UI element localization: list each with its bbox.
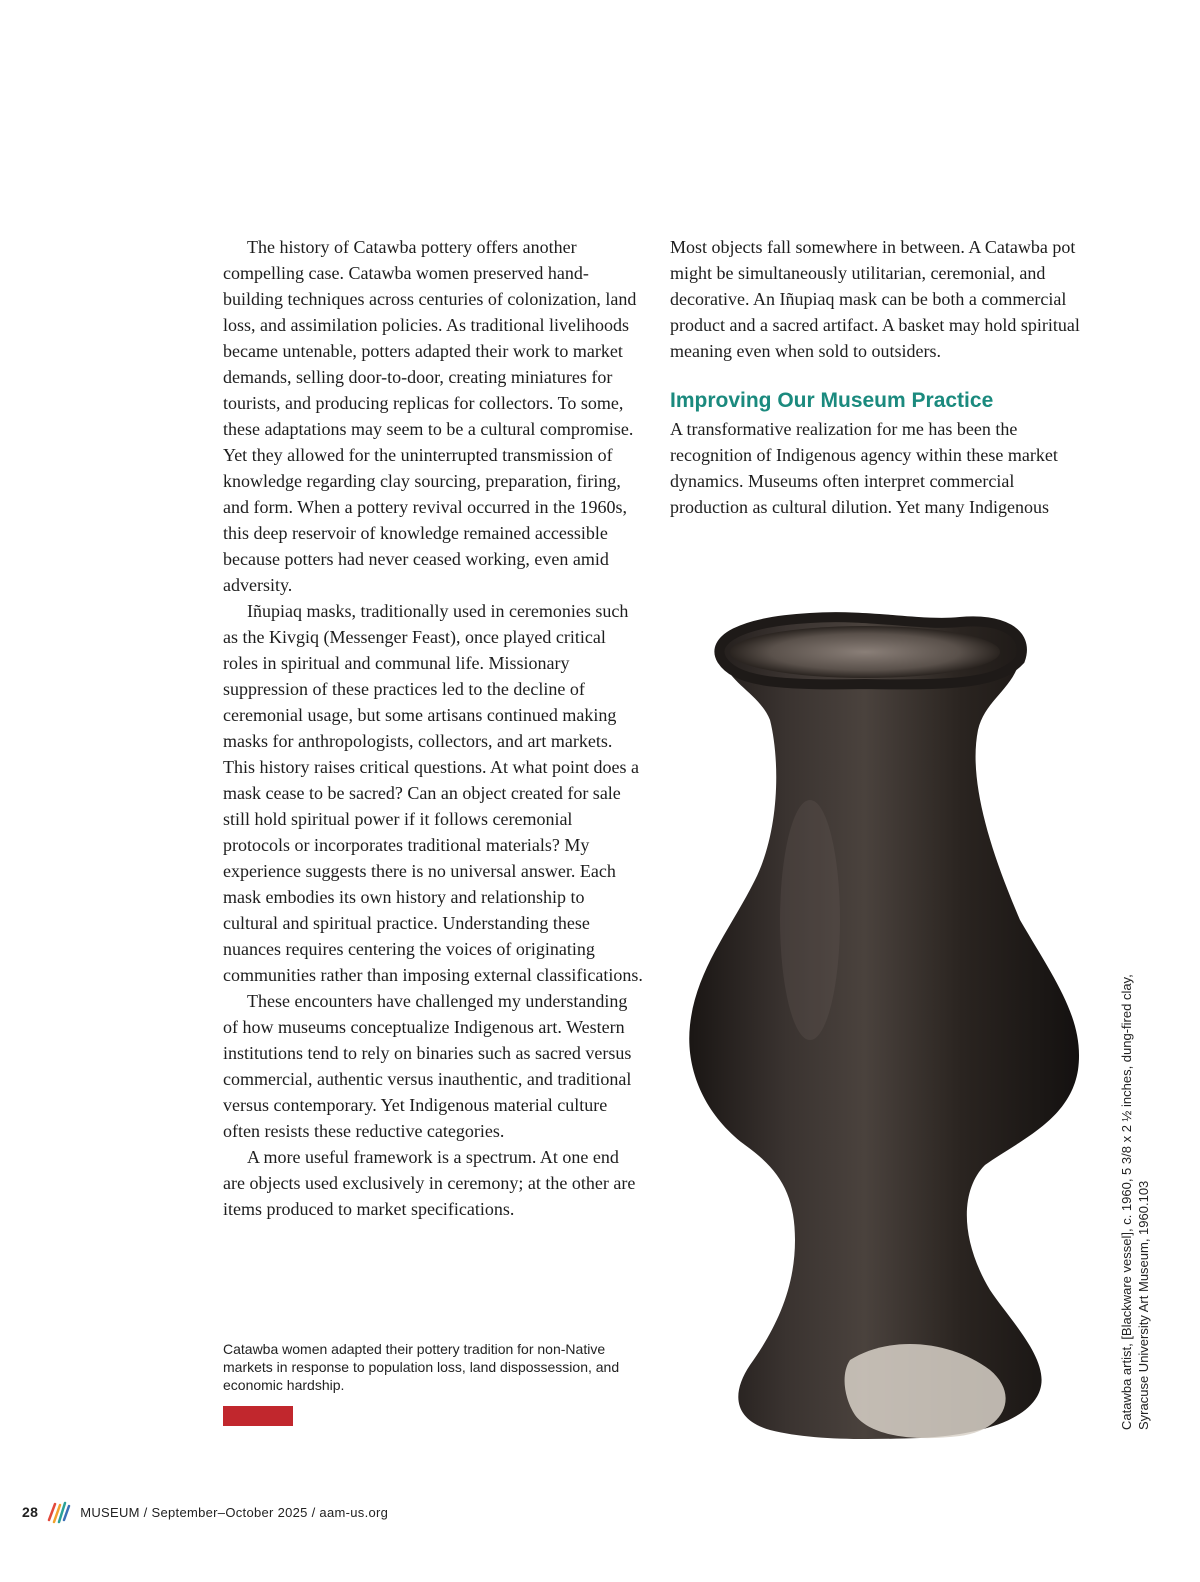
aam-logo-icon <box>46 1500 72 1524</box>
accent-bar <box>223 1406 293 1426</box>
section-subheading: Improving Our Museum Practice <box>670 389 994 412</box>
body-paragraph: A transformative realization for me has been the recognition of Indigenous agency within these market dynamics. Museums often interpret commercial production as cultural dilution. Yet many Indigenous <box>670 419 1058 517</box>
body-paragraph: A more useful framework is a spectrum. At one end are objects used exclusively in ceremony; at the other are items produced to market specifications. <box>223 1147 636 1219</box>
right-text-column <box>670 234 1090 520</box>
vessel-highlight <box>780 800 840 1040</box>
image-credit-caption: Catawba artist, [Blackware vessel], c. 1960, 5 3/8 x 2 ½ inches, dung-fired clay, Syracuse University Art Museum, 1960.103 <box>1119 974 1151 1430</box>
vessel-mouth <box>730 626 1000 678</box>
left-text-column <box>223 234 643 1222</box>
body-paragraph: Most objects fall somewhere in between. A Catawba pot might be simultaneously utilitarian, ceremonial, and decorative. An Iñupiaq mask can be both a commercial product and a sacred artifact. A basket may hold spiritual meaning even when sold to outsiders. <box>670 237 1080 361</box>
page-footer <box>22 1500 388 1524</box>
pottery-caption: Catawba women adapted their pottery tradition for non-Native markets in response to population loss, land dispossession, and economic hardship. <box>223 1341 620 1393</box>
publication-info: MUSEUM / September–October 2025 / aam-us.org <box>80 1504 389 1520</box>
vessel-body <box>689 617 1079 1439</box>
page-number: 28 <box>22 1504 39 1520</box>
body-paragraph: The history of Catawba pottery offers another compelling case. Catawba women preserved hand-building techniques across centuries of colonization, land loss, and assimilation policies. As traditional livelihoods became untenable, potters adapted their work to market demands, selling door-to-door, creating miniatures for tourists, and producing replicas for collectors. To some, these adaptations may seem to be a cultural compromise. Yet they allowed for the uninterrupted transmission of knowledge regarding clay sourcing, preparation, firing, and form. When a pottery revival occurred in the 1960s, this deep reservoir of knowledge remained accessible because potters had never ceased working, even amid adversity. <box>223 237 637 595</box>
body-paragraph: Iñupiaq masks, traditionally used in ceremonies such as the Kivgiq (Messenger Feast), once played critical roles in spiritual and communal life. Missionary suppression of these practices led to the decline of ceremonial usage, but some artisans continued making masks for anthropologists, collectors, and art markets. This history raises critical questions. At what point does a mask cease to be sacred? Can an object created for sale still hold spiritual power if it follows ceremonial protocols or incorporates traditional materials? My experience suggests there is no universal answer. Each mask embodies its own history and relationship to cultural and spiritual practice. Understanding these nuances requires centering the voices of originating communities rather than imposing external classifications. <box>223 601 643 985</box>
body-paragraph: These encounters have challenged my understanding of how museums conceptualize Indigenous art. Western institutions tend to rely on binaries such as sacred versus commercial, authentic versus inauthentic, and traditional versus contemporary. Yet Indigenous material culture often resists these reductive categories. <box>223 991 632 1141</box>
blackware-vessel-photo <box>660 600 1110 1460</box>
